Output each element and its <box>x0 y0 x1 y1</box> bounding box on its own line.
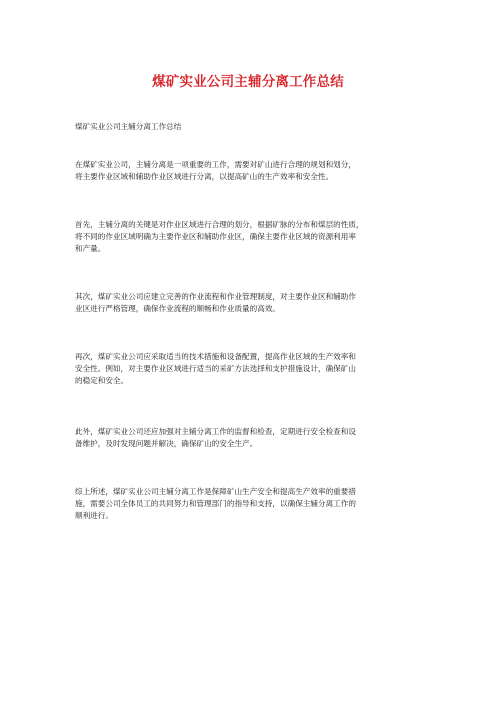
paragraph-intro <box>75 159 435 183</box>
paragraph-line: 将不同的作业区域明确为主要作业区和辅助作业区，确保主要作业区域的资源利用率 <box>75 232 356 241</box>
paragraph-line: 顺利进行。 <box>75 511 113 520</box>
paragraph-line: 在煤矿实业公司，主辅分离是一项重要的工作，需要对矿山进行合理的规划和划分， <box>75 160 356 169</box>
paragraph-fourth <box>75 426 435 450</box>
paragraph-line: 将主要作业区域和辅助作业区域进行分离，以提高矿山的生产效率和安全性。 <box>75 172 334 181</box>
paragraph-second <box>75 291 435 315</box>
paragraph-line: 其次，煤矿实业公司应建立完善的作业流程和作业管理制度，对主要作业区和辅助作 <box>75 292 356 301</box>
paragraph-line: 首先，主辅分离的关键是对作业区域进行合理的划分，根据矿脉的分布和煤层的性质， <box>75 220 364 229</box>
paragraph-line: 综上所述，煤矿实业公司主辅分离工作是保障矿山生产安全和提高生产效率的重要措 <box>75 487 356 496</box>
paragraph-line: 此外，煤矿实业公司还应加强对主辅分离工作的监督和检查，定期进行安全检查和设 <box>75 427 356 436</box>
paragraph-line: 施，需要公司全体员工的共同努力和管理部门的指导和支持，以确保主辅分离工作的 <box>75 499 356 508</box>
page-title: 煤矿实业公司主辅分离工作总结 <box>152 74 344 90</box>
paragraph-conclusion <box>75 486 435 522</box>
paragraph-third <box>75 351 435 387</box>
paragraph-first <box>75 219 435 255</box>
paragraph-line: 的稳定和安全。 <box>75 376 129 385</box>
paragraph-line: 再次，煤矿实业公司应采取适当的技术措施和设备配置，提高作业区域的生产效率和 <box>75 352 356 361</box>
paragraph-line: 业区进行严格管理，确保作业流程的顺畅和作业质量的高效。 <box>75 304 281 313</box>
paragraph-line: 备维护，及时发现问题并解决，确保矿山的安全生产。 <box>75 439 258 448</box>
paragraph-line: 安全性。例如，对主要作业区域进行适当的采矿方法选择和支护措施设计，确保矿山 <box>75 364 356 373</box>
paragraph-line: 和产量。 <box>75 244 106 253</box>
document-subtitle: 煤矿实业公司主辅分离工作总结 <box>75 122 182 131</box>
